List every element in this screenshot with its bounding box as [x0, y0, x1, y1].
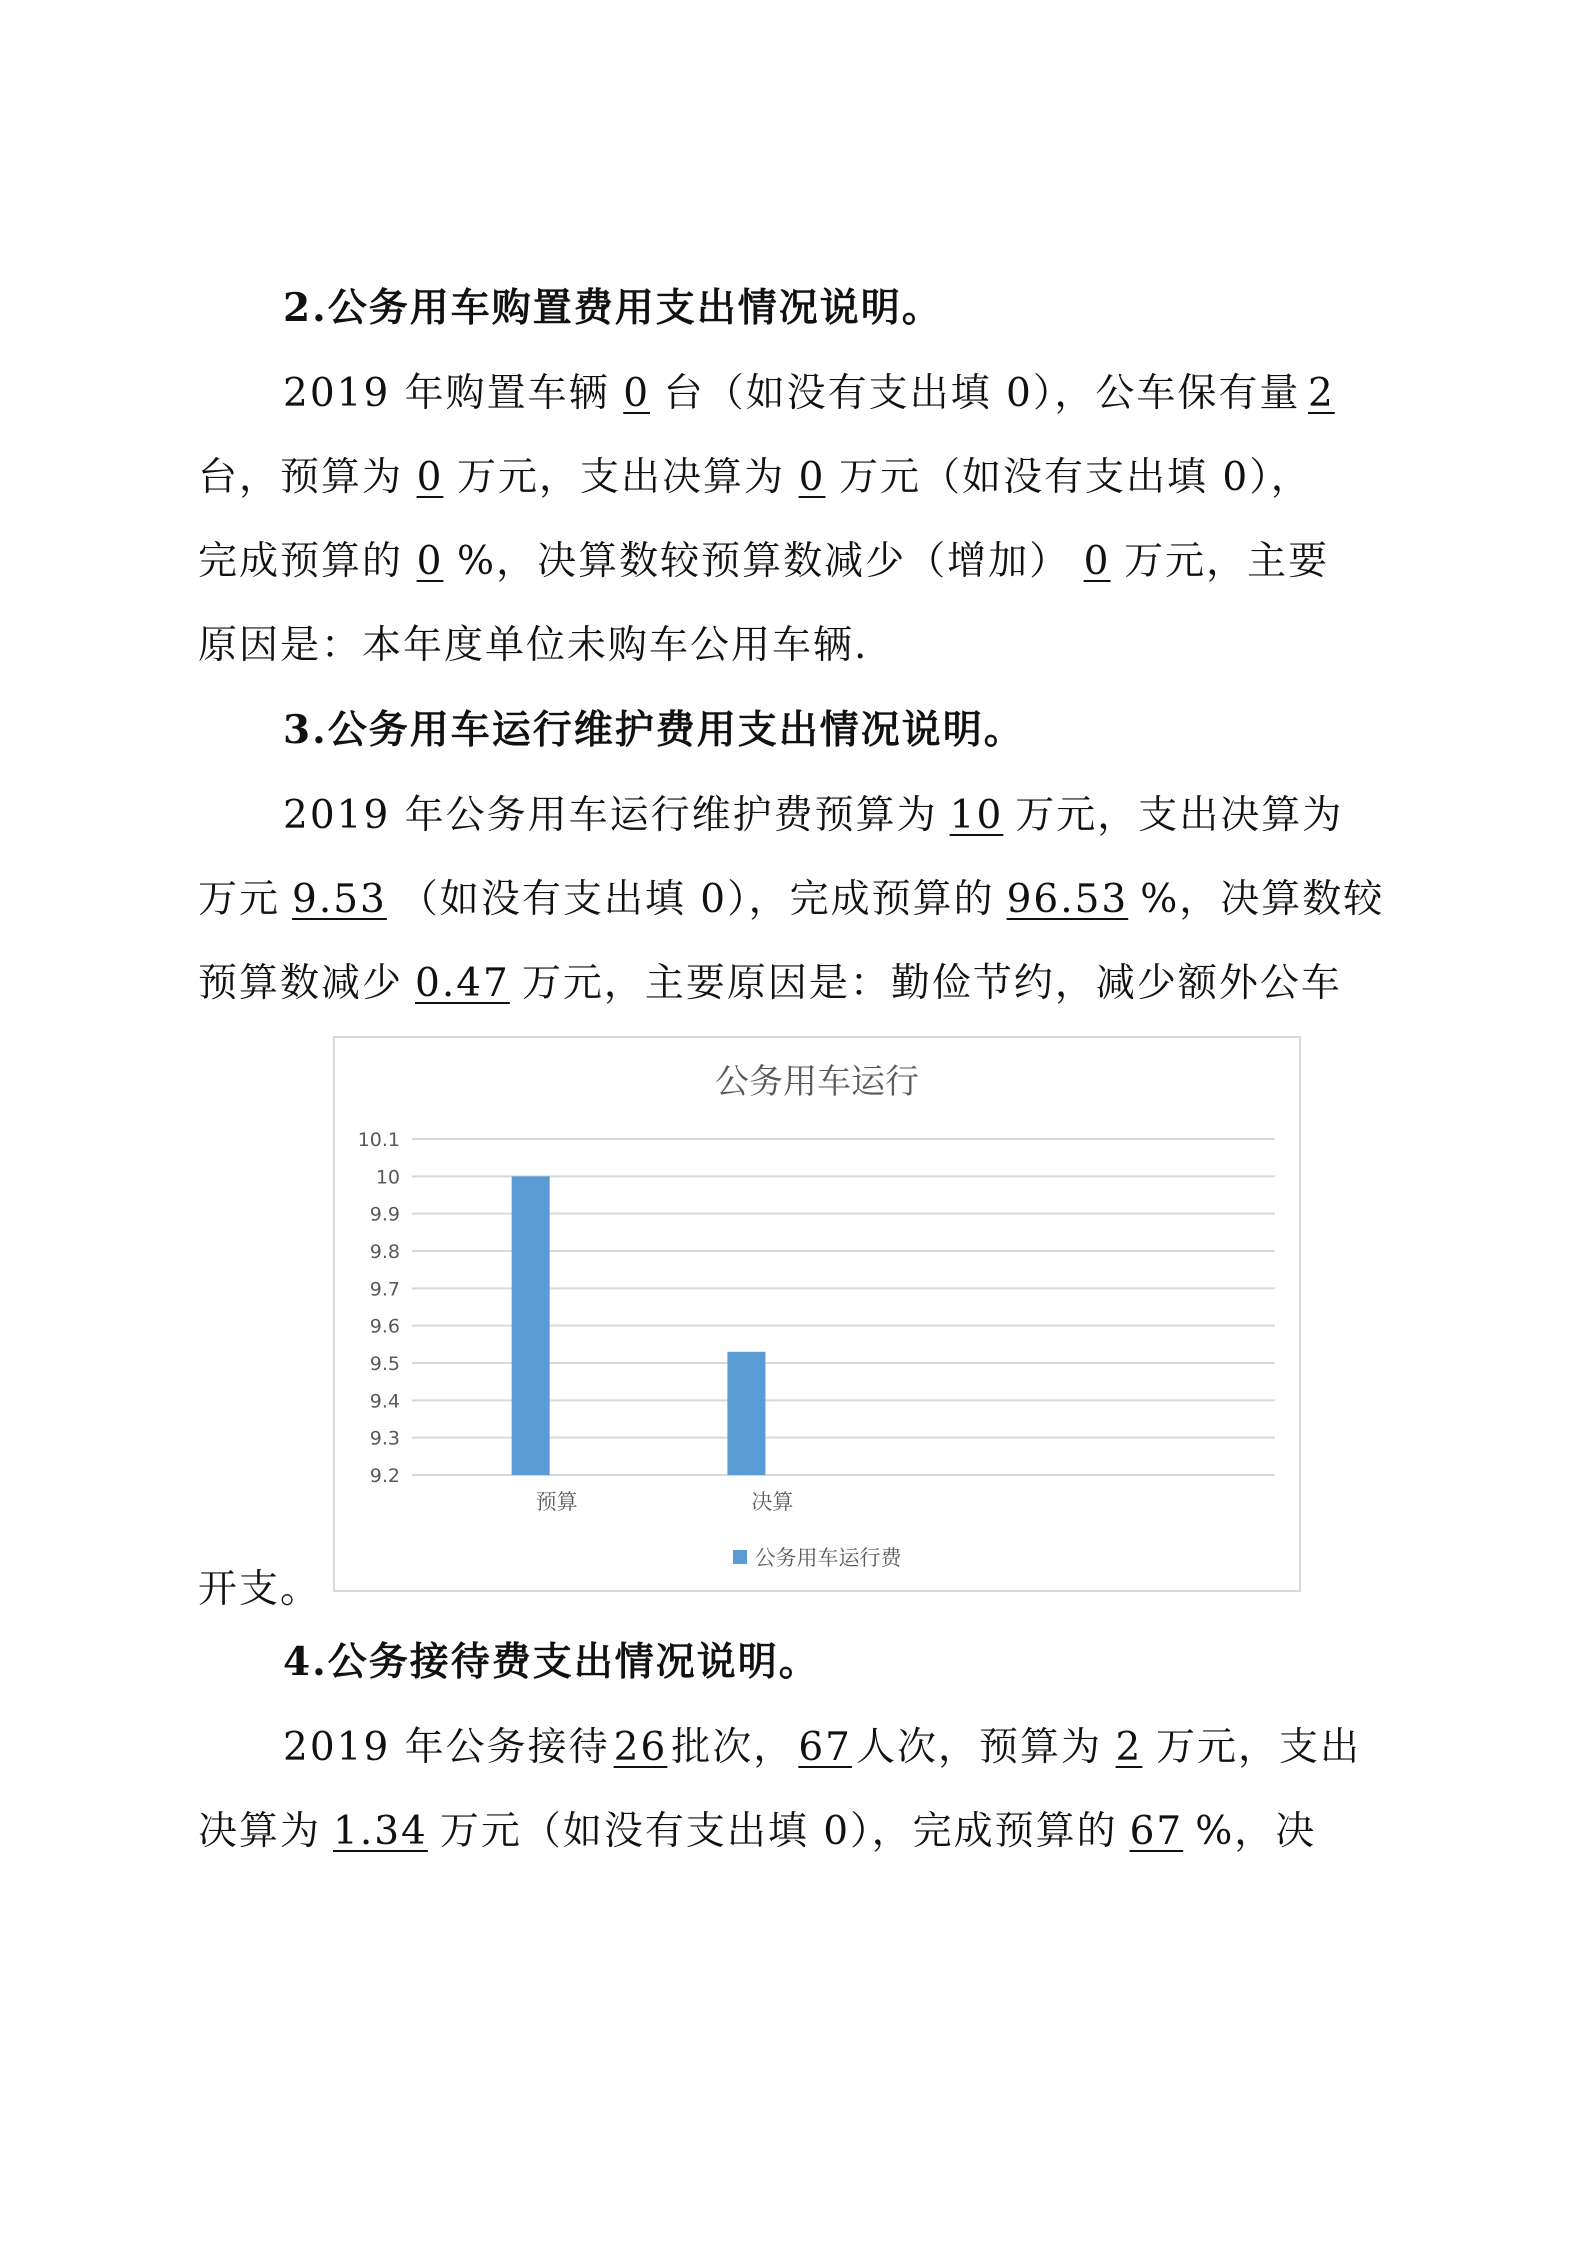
- text: 2019 年购置车辆: [283, 371, 610, 416]
- text: %，决算数较预算数减少（增加）: [457, 539, 1071, 584]
- reception-budget-value: 2: [1115, 1725, 1143, 1770]
- y-tick-label: 9.6: [369, 1315, 400, 1338]
- bar-chart: [333, 1036, 1301, 1592]
- vehicles-held-value: 2: [1307, 371, 1335, 416]
- section2-paragraph-line4: 原因是：本年度单位未购车公用车辆.: [198, 623, 869, 668]
- y-tick-label: 9.8: [369, 1241, 400, 1263]
- x-category-label: 决算: [751, 1490, 794, 1514]
- maintenance-budget-value: 10: [949, 793, 1004, 838]
- bar-final: [727, 1352, 765, 1475]
- reception-final-value: 1.34: [333, 1809, 428, 1854]
- y-tick-label: 9.7: [369, 1278, 400, 1301]
- text: 2019 年公务用车运行维护费预算为: [283, 793, 938, 838]
- bar-budget: [512, 1176, 550, 1475]
- text: %，决算数较: [1140, 877, 1385, 922]
- y-tick-label: 9.9: [369, 1203, 400, 1226]
- text: 2019 年公务接待: [283, 1725, 610, 1770]
- difference-value: 0: [1083, 539, 1111, 584]
- section3-paragraph-line4: 开支。: [198, 1567, 322, 1612]
- text: 批次，: [671, 1725, 795, 1770]
- vehicles-purchased-value: 0: [623, 371, 651, 416]
- section2-heading: 2.公务用车购置费用支出情况说明。: [283, 285, 943, 331]
- text: 万元，支出决算为: [1015, 793, 1344, 838]
- text: 人次，预算为: [855, 1725, 1102, 1770]
- y-tick-label: 10.1: [357, 1129, 400, 1151]
- completion-rate-value: 0: [416, 539, 444, 584]
- text: 决算为: [198, 1809, 322, 1854]
- y-tick-label: 10: [375, 1166, 400, 1189]
- text: 万元，主要: [1124, 539, 1330, 584]
- legend-label: 公务用车运行费: [754, 1546, 902, 1570]
- text: 万元，支出: [1155, 1725, 1361, 1770]
- final-account-value: 0: [798, 455, 826, 500]
- maintenance-difference-value: 0.47: [415, 961, 510, 1006]
- section2-paragraph-line3: [198, 532, 1329, 592]
- chart-plot: [335, 1038, 1299, 1590]
- section3-heading: 3.公务用车运行维护费用支出情况说明。: [283, 707, 1025, 753]
- text: 万元，主要原因是：勤俭节约，减少额外公车: [521, 961, 1342, 1006]
- maintenance-final-value: 9.53: [292, 877, 387, 922]
- section2-paragraph-line1: [283, 364, 1336, 424]
- reception-persons-value: 67: [798, 1725, 852, 1770]
- section3-paragraph-line2: [198, 870, 1384, 930]
- text: 万元（如没有支出填 0），完成预算的: [439, 1809, 1118, 1854]
- reception-batches-value: 26: [613, 1725, 668, 1770]
- x-category-label: 预算: [535, 1490, 578, 1514]
- section4-paragraph-line2: [198, 1802, 1316, 1862]
- text: 万元: [198, 877, 281, 922]
- chart-title: 公务用车运行: [715, 1062, 919, 1102]
- maintenance-completion-value: 96.53: [1006, 877, 1129, 922]
- section4-heading: 4.公务接待费支出情况说明。: [283, 1639, 820, 1685]
- chart-legend: [335, 1542, 1299, 1572]
- y-tick-label: 9.2: [369, 1465, 400, 1487]
- text: 万元，支出决算为: [457, 455, 786, 500]
- text: 完成预算的: [198, 539, 404, 584]
- text: %，决: [1195, 1809, 1317, 1854]
- section3-paragraph-line3: [198, 954, 1342, 1014]
- section2-paragraph-line2: [198, 448, 1312, 508]
- text: 预算数减少: [198, 961, 404, 1006]
- text: （如没有支出填 0），完成预算的: [398, 877, 995, 922]
- reception-completion-value: 67: [1129, 1809, 1184, 1854]
- y-tick-label: 9.5: [369, 1353, 400, 1375]
- legend-swatch: [733, 1550, 747, 1564]
- text: 万元（如没有支出填 0），: [839, 455, 1312, 500]
- y-tick-label: 9.3: [369, 1427, 400, 1450]
- text: 台（如没有支出填 0），公车保有量: [663, 371, 1301, 416]
- budget-value: 0: [416, 455, 444, 500]
- text: 台，预算为: [198, 455, 404, 500]
- y-tick-label: 9.4: [369, 1390, 400, 1413]
- section4-paragraph-line1: [283, 1718, 1361, 1778]
- section3-paragraph-line1: [283, 786, 1343, 846]
